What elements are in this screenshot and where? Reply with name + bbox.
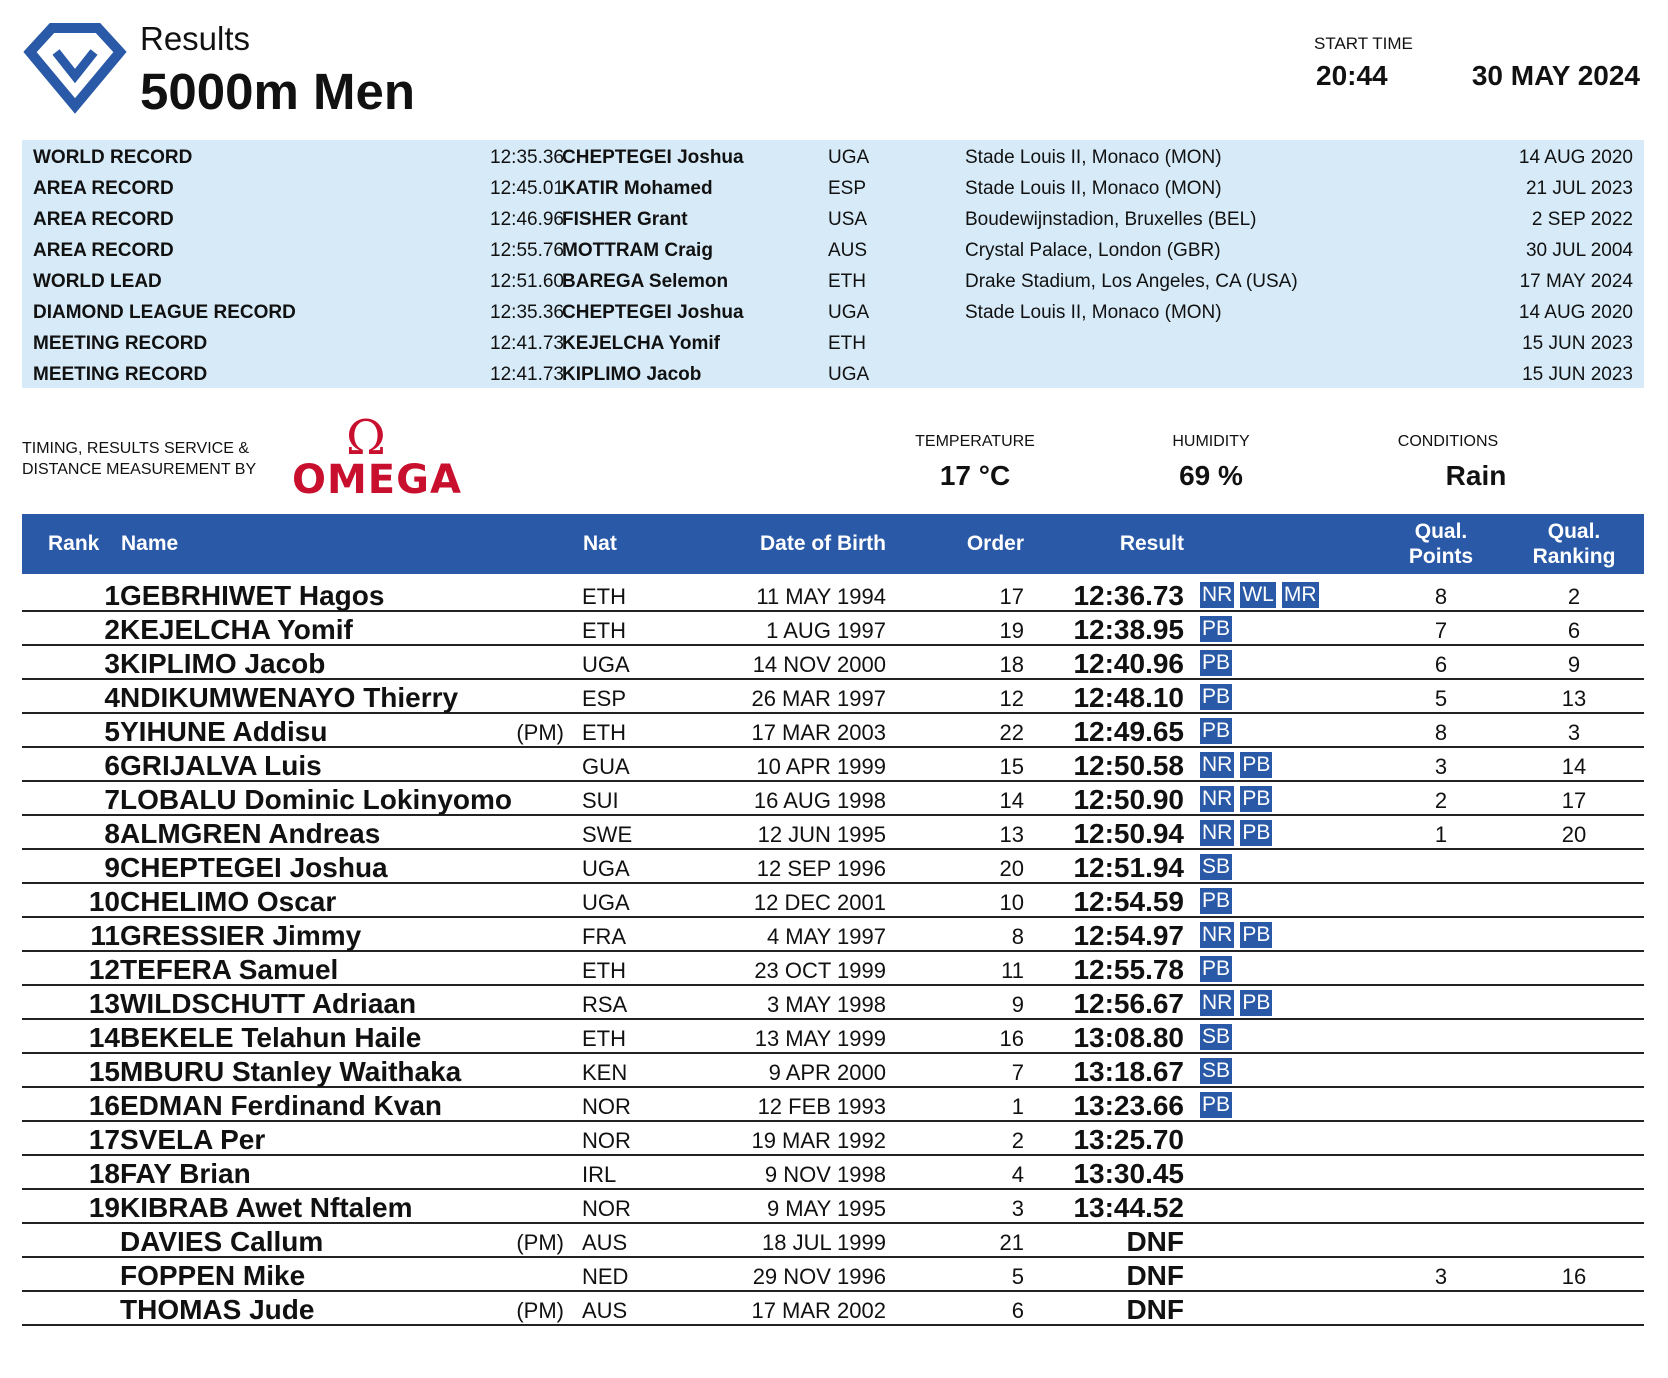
dob-cell: 12 FEB 1993 xyxy=(757,1094,886,1119)
record-date: 21 JUL 2023 xyxy=(1525,178,1633,199)
result-cell: 13:44.52 xyxy=(1073,1192,1184,1223)
record-row xyxy=(22,204,1644,235)
omega-logo: OMEGA xyxy=(292,457,462,503)
nat-cell: ETH xyxy=(582,1026,626,1051)
order-cell: 16 xyxy=(999,1026,1024,1051)
humidity-label: HUMIDITY xyxy=(1172,433,1250,450)
record-badge: PB xyxy=(1242,753,1271,776)
col-qual-points-2: Points xyxy=(1408,545,1474,568)
rank-cell: 3 xyxy=(104,648,120,679)
dob-cell: 9 APR 2000 xyxy=(768,1060,886,1085)
record-badges xyxy=(1200,990,1278,1016)
nat-cell: ETH xyxy=(582,958,626,983)
nat-cell: FRA xyxy=(582,924,626,949)
nat-cell: SWE xyxy=(582,822,633,847)
order-cell: 18 xyxy=(999,652,1024,677)
table-row xyxy=(22,680,1644,714)
qual-ranking-cell: 13 xyxy=(1561,686,1587,711)
record-row xyxy=(22,297,1644,328)
order-cell: 5 xyxy=(1011,1264,1024,1289)
nat-cell: NED xyxy=(582,1264,629,1289)
result-cell: 12:55.78 xyxy=(1073,954,1184,985)
nat-cell: AUS xyxy=(582,1230,628,1255)
athlete-name: KIPLIMO Jacob xyxy=(120,648,326,679)
order-cell: 12 xyxy=(999,686,1024,711)
rank-cell: 14 xyxy=(88,1022,120,1053)
rank-cell: 4 xyxy=(104,682,120,713)
col-name: Name xyxy=(121,532,179,555)
result-cell: 13:23.66 xyxy=(1073,1090,1184,1121)
athlete-name: SVELA Per xyxy=(120,1124,266,1155)
result-cell: 12:36.73 xyxy=(1073,580,1184,611)
record-badges xyxy=(1200,1024,1238,1050)
athlete-name: CHEPTEGEI Joshua xyxy=(120,852,388,883)
rank-cell: 15 xyxy=(88,1056,120,1087)
rank-cell: 17 xyxy=(88,1124,120,1155)
results-table-body xyxy=(22,578,1644,1326)
rank-cell: 18 xyxy=(88,1158,120,1189)
timing-line-1: TIMING, RESULTS SERVICE & xyxy=(22,440,250,457)
record-badges xyxy=(1200,820,1278,846)
record-badge: PB xyxy=(1242,991,1271,1014)
qual-points-cell: 3 xyxy=(1434,1264,1448,1289)
athlete-name: NDIKUMWENAYO Thierry xyxy=(120,682,459,713)
record-type: MEETING RECORD xyxy=(33,364,208,385)
record-nat: AUS xyxy=(828,240,868,261)
order-cell: 6 xyxy=(1011,1298,1024,1323)
rank-cell: 19 xyxy=(88,1192,120,1223)
record-row xyxy=(22,173,1644,204)
dob-cell: 26 MAR 1997 xyxy=(751,686,886,711)
record-badge: NR xyxy=(1202,923,1233,946)
dob-cell: 9 NOV 1998 xyxy=(764,1162,886,1187)
dob-cell: 4 MAY 1997 xyxy=(766,924,886,949)
record-venue: Stade Louis II, Monaco (MON) xyxy=(965,178,1222,199)
order-cell: 21 xyxy=(999,1230,1024,1255)
athlete-name: YIHUNE Addisu xyxy=(120,716,328,747)
rank-cell: 16 xyxy=(88,1090,120,1121)
record-type: DIAMOND LEAGUE RECORD xyxy=(33,302,296,323)
result-cell: 12:56.67 xyxy=(1073,988,1184,1019)
qual-points-cell: 8 xyxy=(1434,584,1448,609)
col-dob: Date of Birth xyxy=(760,532,886,555)
dob-cell: 11 MAY 1994 xyxy=(756,584,886,609)
rank-cell: 10 xyxy=(88,886,120,917)
result-cell: 12:54.97 xyxy=(1073,920,1184,951)
qual-ranking-cell: 17 xyxy=(1561,788,1587,813)
dob-cell: 9 MAY 1995 xyxy=(766,1196,886,1221)
rank-cell: 1 xyxy=(104,580,120,611)
dob-cell: 19 MAR 1992 xyxy=(751,1128,886,1153)
record-badges xyxy=(1200,786,1278,812)
order-cell: 11 xyxy=(1001,958,1024,983)
record-badge: WL xyxy=(1242,583,1274,606)
order-cell: 10 xyxy=(999,890,1024,915)
record-date: 30 JUL 2004 xyxy=(1525,240,1633,261)
dob-cell: 12 JUN 1995 xyxy=(757,822,886,847)
record-badge: NR xyxy=(1202,991,1233,1014)
table-row xyxy=(22,748,1644,782)
nat-cell: ESP xyxy=(582,686,627,711)
nat-cell: NOR xyxy=(582,1094,631,1119)
record-badges xyxy=(1200,888,1238,914)
order-cell: 7 xyxy=(1011,1060,1024,1085)
record-badge: PB xyxy=(1202,651,1231,674)
record-type: AREA RECORD xyxy=(33,178,174,199)
record-type: MEETING RECORD xyxy=(33,333,208,354)
rank-cell: 13 xyxy=(88,988,120,1019)
rank-cell: 7 xyxy=(104,784,120,815)
result-cell: 12:38.95 xyxy=(1073,614,1184,645)
table-row xyxy=(22,1020,1644,1054)
col-qual-ranking-1: Qual. xyxy=(1547,520,1601,543)
record-nat: ETH xyxy=(828,333,866,354)
record-badges xyxy=(1200,616,1238,642)
dob-cell: 17 MAR 2003 xyxy=(751,720,886,745)
table-row xyxy=(22,578,1644,612)
record-badges xyxy=(1200,854,1238,880)
dob-cell: 13 MAY 1999 xyxy=(754,1026,886,1051)
athlete-name: GEBRHIWET Hagos xyxy=(120,580,385,611)
nat-cell: ETH xyxy=(582,584,626,609)
result-cell: 12:54.59 xyxy=(1073,886,1184,917)
record-badge: MR xyxy=(1283,583,1317,606)
diamond-league-logo-icon xyxy=(22,22,128,114)
nat-cell: SUI xyxy=(582,788,619,813)
pacemaker-tag: (PM) xyxy=(516,720,564,745)
athlete-name: GRESSIER Jimmy xyxy=(120,920,362,951)
qual-points-cell: 7 xyxy=(1434,618,1448,643)
nat-cell: ETH xyxy=(582,720,626,745)
qual-points-cell: 5 xyxy=(1434,686,1448,711)
record-badges xyxy=(1200,718,1238,744)
rank-cell: 8 xyxy=(104,818,120,849)
qual-ranking-cell: 6 xyxy=(1567,618,1581,643)
record-badge: PB xyxy=(1202,617,1231,640)
results-table-header xyxy=(22,514,1644,574)
athlete-name: GRIJALVA Luis xyxy=(120,750,322,781)
record-badge: NR xyxy=(1202,753,1233,776)
nat-cell: UGA xyxy=(582,856,630,881)
col-qual-points-1: Qual. xyxy=(1414,520,1468,543)
order-cell: 15 xyxy=(999,754,1024,779)
qual-points-cell: 6 xyxy=(1434,652,1448,677)
record-venue: Boudewijnstadion, Bruxelles (BEL) xyxy=(965,209,1257,230)
table-row xyxy=(22,612,1644,646)
section-label: Results xyxy=(140,20,251,57)
result-cell: 12:51.94 xyxy=(1073,852,1184,883)
nat-cell: KEN xyxy=(582,1060,628,1085)
athlete-name: CHELIMO Oscar xyxy=(120,886,337,917)
result-cell: DNF xyxy=(1126,1226,1184,1257)
nat-cell: IRL xyxy=(582,1162,617,1187)
record-type: AREA RECORD xyxy=(33,209,174,230)
table-row xyxy=(22,1258,1644,1292)
record-badge: PB xyxy=(1202,889,1231,912)
order-cell: 19 xyxy=(999,618,1024,643)
result-cell: 13:08.80 xyxy=(1073,1022,1184,1053)
result-cell: 12:50.94 xyxy=(1073,818,1184,849)
record-badges xyxy=(1200,752,1278,778)
record-date: 14 AUG 2020 xyxy=(1518,147,1633,168)
record-athlete: KATIR Mohamed xyxy=(562,178,713,199)
order-cell: 20 xyxy=(999,856,1024,881)
table-row xyxy=(22,952,1644,986)
dob-cell: 23 OCT 1999 xyxy=(754,958,886,983)
record-badges xyxy=(1200,650,1238,676)
record-date: 17 MAY 2024 xyxy=(1519,271,1633,292)
qual-ranking-cell: 14 xyxy=(1561,754,1587,779)
qual-ranking-cell: 2 xyxy=(1567,584,1581,609)
athlete-name: EDMAN Ferdinand Kvan xyxy=(120,1090,443,1121)
pacemaker-tag: (PM) xyxy=(516,1298,564,1323)
table-row xyxy=(22,1156,1644,1190)
record-venue: Drake Stadium, Los Angeles, CA (USA) xyxy=(965,271,1298,292)
record-time: 12:55.76 xyxy=(490,240,564,261)
record-badge: PB xyxy=(1202,1093,1231,1116)
athlete-name: THOMAS Jude xyxy=(120,1294,315,1325)
order-cell: 9 xyxy=(1011,992,1024,1017)
timing-credit xyxy=(22,438,256,480)
record-row xyxy=(22,266,1644,297)
athlete-name: KIBRAB Awet Nftalem xyxy=(120,1192,413,1223)
order-cell: 13 xyxy=(999,822,1024,847)
record-badge: PB xyxy=(1242,923,1271,946)
table-row xyxy=(22,1224,1644,1258)
table-row xyxy=(22,816,1644,850)
dob-cell: 1 AUG 1997 xyxy=(766,618,886,643)
record-badge: SB xyxy=(1202,855,1231,878)
record-date: 15 JUN 2023 xyxy=(1522,333,1633,354)
record-time: 12:45.01 xyxy=(490,178,564,199)
record-venue: Crystal Palace, London (GBR) xyxy=(965,240,1221,261)
rank-cell: 11 xyxy=(90,920,120,951)
nat-cell: RSA xyxy=(582,992,628,1017)
result-cell: 12:50.58 xyxy=(1073,750,1184,781)
table-row xyxy=(22,884,1644,918)
record-date: 15 JUN 2023 xyxy=(1522,364,1633,385)
qual-ranking-cell: 16 xyxy=(1561,1264,1587,1289)
record-athlete: CHEPTEGEI Joshua xyxy=(562,147,744,168)
table-row xyxy=(22,1122,1644,1156)
record-badge: SB xyxy=(1202,1059,1231,1082)
dob-cell: 3 MAY 1998 xyxy=(766,992,886,1017)
record-badges xyxy=(1200,1092,1238,1118)
rank-cell: 12 xyxy=(88,954,120,985)
dob-cell: 12 DEC 2001 xyxy=(753,890,886,915)
nat-cell: GUA xyxy=(582,754,630,779)
col-result: Result xyxy=(1119,532,1184,555)
rank-cell: 5 xyxy=(104,716,120,747)
event-date: 30 MAY 2024 xyxy=(1471,60,1640,91)
rank-cell: 6 xyxy=(104,750,120,781)
athlete-name: ALMGREN Andreas xyxy=(120,818,381,849)
record-badge: PB xyxy=(1242,821,1271,844)
temperature-label: TEMPERATURE xyxy=(915,433,1035,450)
table-row xyxy=(22,782,1644,816)
record-athlete: KIPLIMO Jacob xyxy=(562,364,702,385)
nat-cell: UGA xyxy=(582,890,630,915)
record-nat: UGA xyxy=(828,147,870,168)
table-row xyxy=(22,1088,1644,1122)
athlete-name: KEJELCHA Yomif xyxy=(120,614,353,645)
order-cell: 17 xyxy=(999,584,1024,609)
record-time: 12:35.36 xyxy=(490,147,564,168)
record-badge: NR xyxy=(1202,583,1233,606)
dob-cell: 18 JUL 1999 xyxy=(762,1230,886,1255)
order-cell: 3 xyxy=(1011,1196,1024,1221)
athlete-name: LOBALU Dominic Lokinyomo xyxy=(120,784,512,815)
col-qual-ranking-2: Ranking xyxy=(1532,545,1616,568)
athlete-name: FAY Brian xyxy=(120,1158,251,1189)
nat-cell: AUS xyxy=(582,1298,628,1323)
record-time: 12:41.73 xyxy=(490,364,564,385)
record-badge: NR xyxy=(1202,787,1233,810)
result-cell: 12:40.96 xyxy=(1073,648,1184,679)
athlete-name: DAVIES Callum xyxy=(120,1226,324,1257)
nat-cell: ETH xyxy=(582,618,626,643)
record-athlete: KEJELCHA Yomif xyxy=(562,333,721,354)
record-nat: ETH xyxy=(828,271,866,292)
record-nat: UGA xyxy=(828,364,870,385)
result-cell: 12:49.65 xyxy=(1073,716,1184,747)
order-cell: 22 xyxy=(999,720,1024,745)
dob-cell: 16 AUG 1998 xyxy=(753,788,886,813)
dob-cell: 17 MAR 2002 xyxy=(751,1298,886,1323)
record-nat: UGA xyxy=(828,302,870,323)
record-badge: PB xyxy=(1202,719,1231,742)
record-athlete: FISHER Grant xyxy=(562,209,688,230)
dob-cell: 12 SEP 1996 xyxy=(756,856,886,881)
rank-cell: 9 xyxy=(104,852,120,883)
order-cell: 4 xyxy=(1011,1162,1024,1187)
record-time: 12:51.60 xyxy=(490,271,564,292)
record-athlete: CHEPTEGEI Joshua xyxy=(562,302,744,323)
record-type: WORLD LEAD xyxy=(33,271,162,292)
table-row xyxy=(22,1190,1644,1224)
record-row xyxy=(22,142,1644,173)
record-badges xyxy=(1200,1058,1238,1084)
conditions-label: CONDITIONS xyxy=(1397,433,1499,450)
conditions-value: Rain xyxy=(1445,460,1507,491)
temperature-value: 17 °C xyxy=(939,460,1011,491)
qual-ranking-cell: 9 xyxy=(1567,652,1581,677)
pacemaker-tag: (PM) xyxy=(516,1230,564,1255)
record-badge: PB xyxy=(1202,685,1231,708)
result-cell: DNF xyxy=(1126,1260,1184,1291)
result-cell: DNF xyxy=(1126,1294,1184,1325)
omega-symbol-icon: Ω xyxy=(346,410,386,466)
qual-points-cell: 3 xyxy=(1434,754,1448,779)
record-date: 14 AUG 2020 xyxy=(1518,302,1633,323)
dob-cell: 10 APR 1999 xyxy=(756,754,886,779)
timing-line-2: DISTANCE MEASUREMENT BY xyxy=(22,461,257,478)
record-row xyxy=(22,359,1644,390)
record-badges xyxy=(1200,956,1238,982)
result-cell: 12:48.10 xyxy=(1073,682,1184,713)
start-time: 20:44 xyxy=(1316,60,1388,91)
table-row xyxy=(22,918,1644,952)
rank-cell: 2 xyxy=(104,614,120,645)
humidity-value: 69 % xyxy=(1179,460,1243,491)
table-row xyxy=(22,1292,1644,1326)
record-venue: Stade Louis II, Monaco (MON) xyxy=(965,302,1222,323)
athlete-name: MBURU Stanley Waithaka xyxy=(120,1056,462,1087)
table-row xyxy=(22,986,1644,1020)
col-order: Order xyxy=(966,532,1024,555)
order-cell: 8 xyxy=(1011,924,1024,949)
record-badge: PB xyxy=(1202,957,1231,980)
nat-cell: UGA xyxy=(582,652,630,677)
record-venue: Stade Louis II, Monaco (MON) xyxy=(965,147,1222,168)
athlete-name: TEFERA Samuel xyxy=(120,954,339,985)
dob-cell: 14 NOV 2000 xyxy=(752,652,886,677)
record-row xyxy=(22,235,1644,266)
qual-ranking-cell: 3 xyxy=(1567,720,1581,745)
record-time: 12:35.36 xyxy=(490,302,564,323)
record-type: WORLD RECORD xyxy=(33,147,193,168)
record-time: 12:46.96 xyxy=(490,209,564,230)
records-box xyxy=(22,140,1644,388)
qual-points-cell: 8 xyxy=(1434,720,1448,745)
nat-cell: NOR xyxy=(582,1196,631,1221)
order-cell: 1 xyxy=(1011,1094,1024,1119)
record-type: AREA RECORD xyxy=(33,240,174,261)
athlete-name: WILDSCHUTT Adriaan xyxy=(120,988,417,1019)
athlete-name: BEKELE Telahun Haile xyxy=(120,1022,422,1053)
start-time-label: START TIME xyxy=(1314,34,1413,53)
nat-cell: NOR xyxy=(582,1128,631,1153)
table-row xyxy=(22,714,1644,748)
table-row xyxy=(22,1054,1644,1088)
record-badges xyxy=(1200,684,1238,710)
qual-points-cell: 2 xyxy=(1434,788,1448,813)
record-nat: USA xyxy=(828,209,868,230)
result-cell: 13:18.67 xyxy=(1073,1056,1184,1087)
col-rank: Rank xyxy=(48,532,100,555)
record-time: 12:41.73 xyxy=(490,333,564,354)
table-row xyxy=(22,850,1644,884)
col-nat: Nat xyxy=(583,532,617,555)
record-date: 2 SEP 2022 xyxy=(1531,209,1633,230)
record-athlete: BAREGA Selemon xyxy=(562,271,729,292)
qual-ranking-cell: 20 xyxy=(1561,822,1587,847)
order-cell: 14 xyxy=(999,788,1024,813)
record-badge: SB xyxy=(1202,1025,1231,1048)
record-row xyxy=(22,328,1644,359)
result-cell: 13:25.70 xyxy=(1073,1124,1184,1155)
record-badge: NR xyxy=(1202,821,1233,844)
record-badge: PB xyxy=(1242,787,1271,810)
table-row xyxy=(22,646,1644,680)
dob-cell: 29 NOV 1996 xyxy=(752,1264,886,1289)
event-title: 5000m Men xyxy=(140,63,415,120)
qual-points-cell: 1 xyxy=(1434,822,1448,847)
record-athlete: MOTTRAM Craig xyxy=(562,240,713,261)
result-cell: 12:50.90 xyxy=(1073,784,1184,815)
athlete-name: FOPPEN Mike xyxy=(120,1260,306,1291)
record-nat: ESP xyxy=(828,178,867,199)
result-cell: 13:30.45 xyxy=(1073,1158,1184,1189)
record-badges xyxy=(1200,922,1278,948)
order-cell: 2 xyxy=(1011,1128,1024,1153)
record-badges xyxy=(1200,582,1325,608)
